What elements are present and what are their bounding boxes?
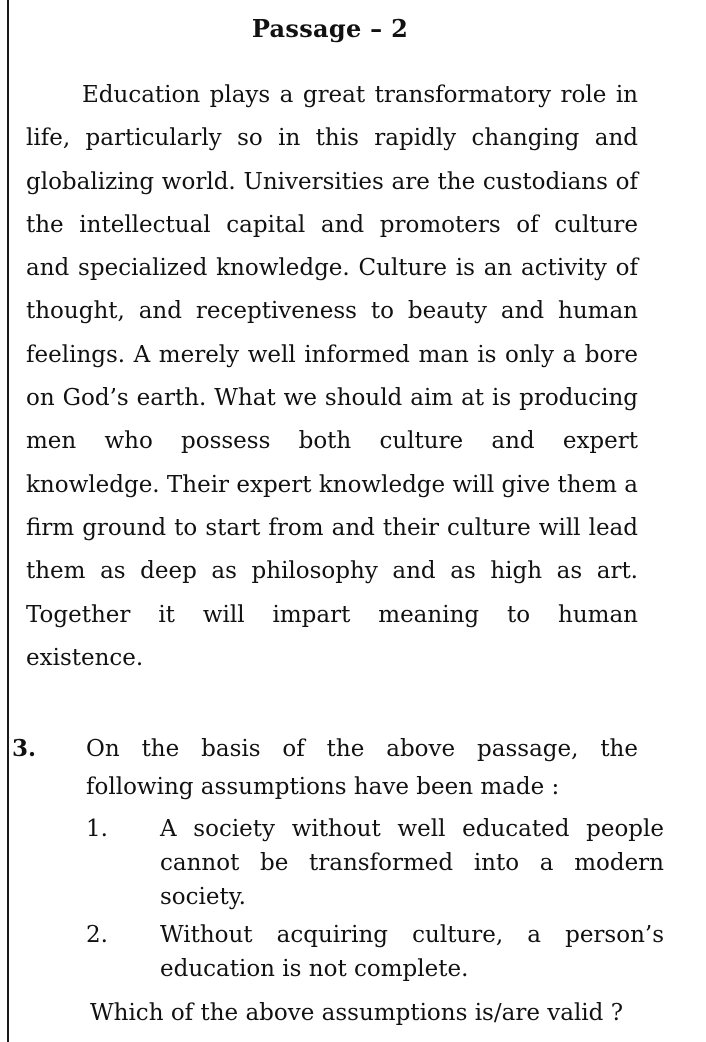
assumption-text: A society without well educated people cannot be transformed into a modern society. — [160, 816, 664, 910]
left-margin-rule — [7, 0, 9, 1042]
passage-title: Passage – 2 — [251, 14, 409, 43]
passage-body: Education plays a great transformatory role in life, particularly so in this rapidly changing and globalizing world. Universities are the custodians of the intellectual capital and promoters of culture and specialized knowledge. Culture is an activity of thought, and receptiveness to beauty and human feelings. A merely well informed man is only a bore on God’s earth. What we should aim at is producing men who possess both culture and expert knowledge. Their expert knowledge will give them a firm ground to start from and their culture will lead them as deep as philosophy and as high as art. Together it will impart meaning to human existence. — [26, 82, 639, 671]
question-stem: On the basis of the above passage, the following assumptions have been made : — [86, 736, 638, 800]
assumption-number: 1. — [86, 816, 108, 842]
assumption-text: Without acquiring culture, a person’s education is not complete. — [160, 922, 664, 982]
question-number: 3. — [12, 735, 37, 762]
assumption-number: 2. — [86, 922, 108, 948]
question-prompt: Which of the above assumptions is/are valid ? — [90, 1000, 624, 1026]
